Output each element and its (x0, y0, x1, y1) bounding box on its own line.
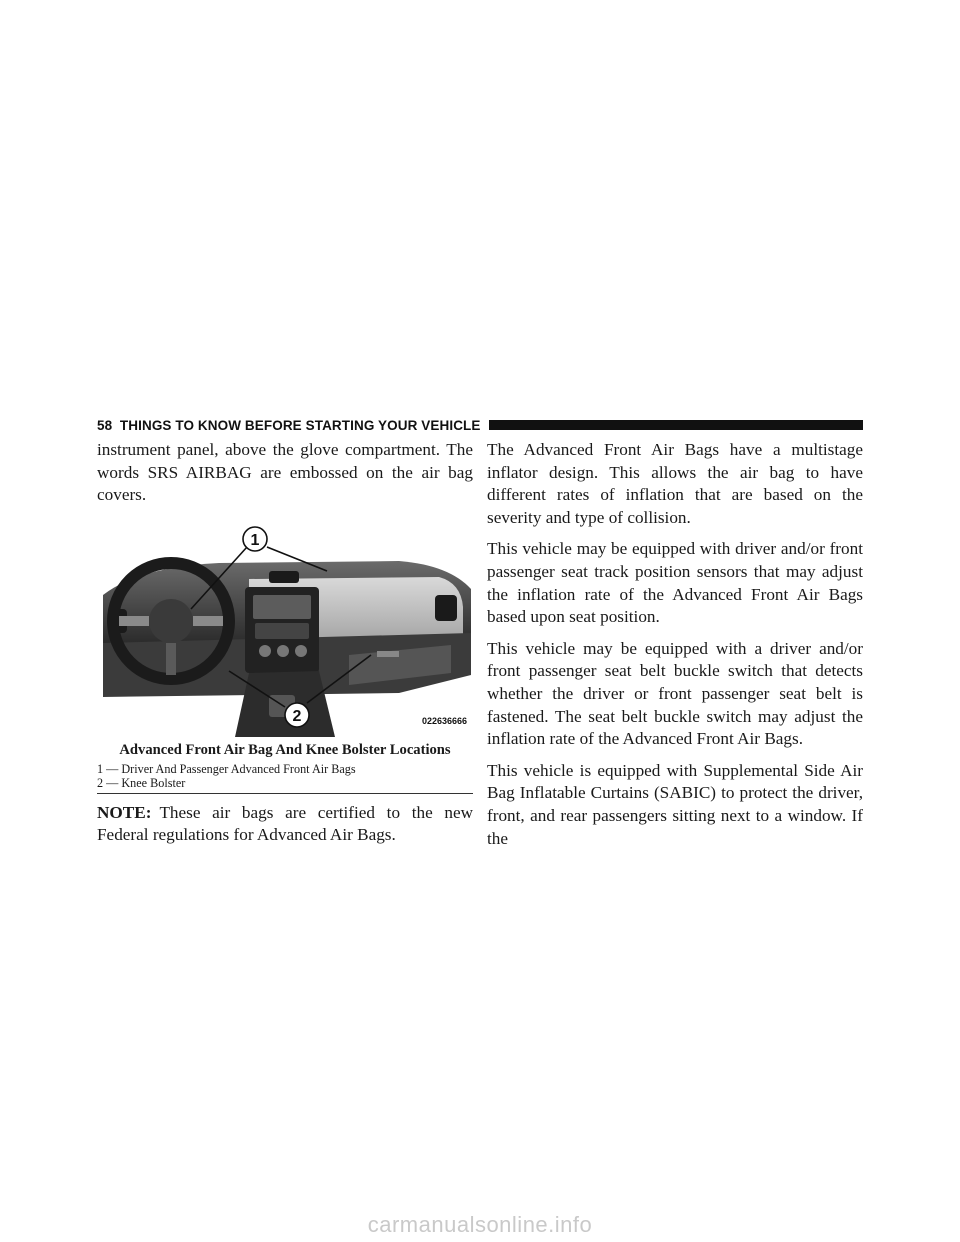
legend-item-2: 2 — Knee Bolster (97, 775, 186, 790)
paragraph-inflator: The Advanced Front Air Bags have a multistage inflator design. This allows the air bag to have different rates of inflation that are based on the severity and type of collision. (487, 440, 863, 527)
dashboard-figure (99, 525, 473, 737)
running-header (97, 418, 481, 433)
section-title: THINGS TO KNOW BEFORE STARTING YOUR VEHICLE (119, 417, 481, 433)
note-text: These air bags are certified to the new Federal regulations for Advanced Air Bags. (97, 802, 473, 845)
figure-code: 022636666 (421, 716, 467, 727)
legend-item-1: 1 — Driver And Passenger Advanced Front Air Bags (97, 761, 356, 776)
note-label: NOTE: (97, 802, 152, 822)
note-paragraph (97, 802, 473, 847)
dashboard-illustration (99, 525, 473, 737)
header-rule (489, 420, 864, 430)
figure-legend (97, 762, 473, 794)
page-number: 58 (97, 417, 113, 433)
callout-1: 1 (250, 531, 260, 549)
callout-2: 2 (292, 707, 302, 725)
intro-paragraph: instrument panel, above the glove compartment. The words SRS AIRBAG are embossed on the air bag covers. (97, 440, 473, 505)
right-column (487, 439, 863, 859)
paragraph-buckle-switch: This vehicle may be equipped with a driver and/or front passenger seat belt buckle switch that detects whether the driver or front passenger seat belt is fastened. The seat belt buckle switch may adjust the inflation rate of the Advanced Front Air Bags. (487, 638, 863, 749)
footer-watermark: carmanualsonline.info (367, 1212, 593, 1237)
paragraph-seat-track: This vehicle may be equipped with driver and/or front passenger seat track position sensors that may adjust the inflation rate of the Advanced Front Air Bags based upon seat position. (487, 539, 863, 627)
left-column (97, 439, 473, 856)
figure-caption: Advanced Front Air Bag And Knee Bolster Locations (119, 741, 451, 758)
page-header (97, 415, 863, 435)
paragraph-sabic: This vehicle is equipped with Supplemental Side Air Bag Inflatable Curtains (SABIC) to protect the driver, front, and rear passengers sitting next to a window. If the (487, 760, 863, 848)
